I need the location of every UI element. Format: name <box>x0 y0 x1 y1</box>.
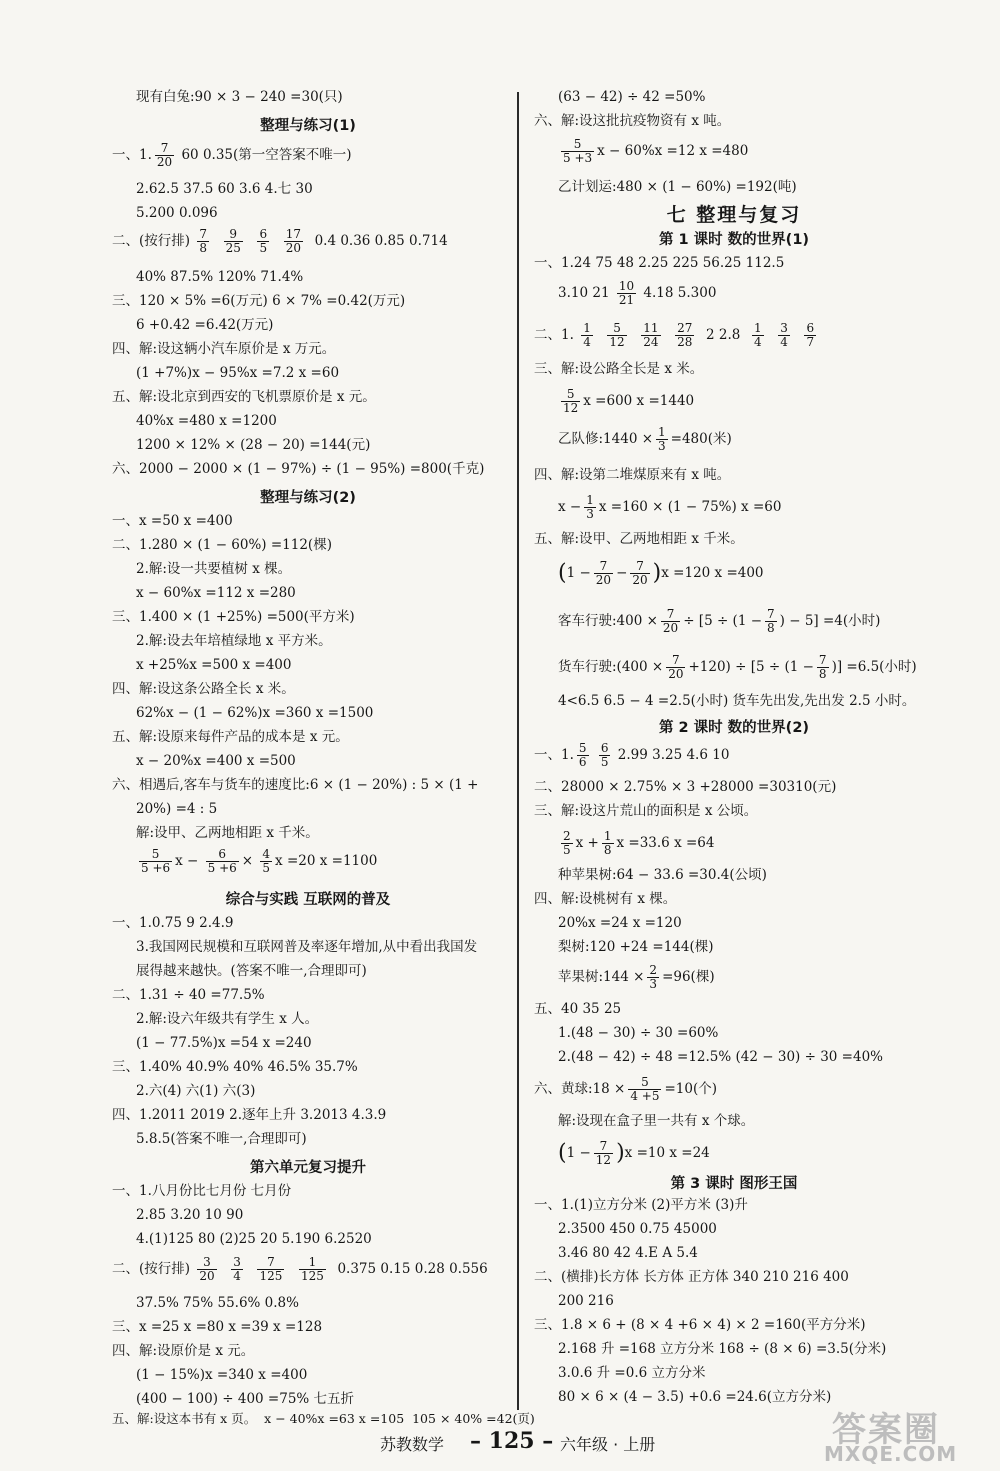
section-heading: 第六单元复习提升 <box>250 1160 366 1176</box>
answer-line: 五、解:设原来每件产品的成本是 x 元。 <box>112 729 349 745</box>
answer-line: 六、相遇后,客车与货车的速度比:6 × (1 − 20%) : 5 × (1 + <box>112 777 479 793</box>
fraction: $\frac{1}{3}$ <box>658 425 666 453</box>
answer-line: 四、1.2011 2019 2.逐年上升 3.2013 4.3.9 <box>112 1107 387 1123</box>
answer-line: 二、(按行排) $\frac{3}{20}$ $\frac{3}{4}$ $\frac{7}{125}$ $\frac{1}{125}$ 0.375 0.15 0.28 0.556 <box>112 1255 488 1283</box>
fraction: $\frac{1}{125}$ <box>300 1255 324 1283</box>
answer-line: 六、2000 − 2000 × (1 − 97%) ÷ (1 − 95%) =800(千克) <box>112 461 485 477</box>
answer-line: 二、1.31 ÷ 40 =77.5% <box>112 987 265 1003</box>
answer-line: (1 − 15%)x =340 x =400 <box>136 1367 308 1383</box>
fraction: $\frac{4}{5}$ <box>262 847 271 875</box>
answer-line: 四、解:设这辆小汽车原价是 x 万元。 <box>112 341 336 357</box>
answer-line: 五、解:设北京到西安的飞机票原价是 x 元。 <box>112 389 376 405</box>
answer-line: 3.46 80 42 4.E A 5.4 <box>558 1245 698 1261</box>
answer-line: (63 − 42) ÷ 42 =50% <box>558 89 706 105</box>
answer-line: 20%x =24 x =120 <box>558 915 682 931</box>
answer-line: x − 60%x =112 x =280 <box>136 585 296 601</box>
equation-line: (1 − $\frac{7}{12}$ )x =10 x =24 <box>558 1139 710 1167</box>
fraction: $\frac{7}{8}$ <box>818 653 827 681</box>
fraction: $\frac{3}{20}$ <box>199 1255 215 1283</box>
answer-line: 五、解:设甲、乙两地相距 x 千米。 <box>534 531 744 547</box>
answer-line: 一、1.八月份比七月份 七月份 <box>112 1183 292 1199</box>
section-heading: 综合与实践 互联网的普及 <box>225 892 391 908</box>
answer-line: 四、解:设原价是 x 元。 <box>112 1343 255 1359</box>
watermark-url: MXQE.COM <box>824 1442 958 1466</box>
answer-line: 二、1. $\frac{1}{4}$ $\frac{5}{12}$ $\frac{11}{24}$ $\frac{27}{28}$ 2 2.8 $\frac{1}{4}$ $\frac{3}{4}$ $\frac{6}{7}$ <box>534 321 815 349</box>
answer-line: 40% 87.5% 120% 71.4% <box>136 269 304 285</box>
answer-line: 乙计划运:480 × (1 − 60%) =192(吨) <box>558 179 797 195</box>
answer-line: 6 +0.42 =6.42(万元) <box>136 317 274 333</box>
fraction: $\frac{6}{5}$ <box>600 741 609 769</box>
answer-line: 2.六(4) 六(1) 六(3) <box>136 1083 256 1099</box>
fraction: $\frac{1}{8}$ <box>603 829 612 857</box>
answer-line: 二、(按行排) $\frac{7}{8}$ $\frac{9}{25}$ $\frac{6}{5}$ $\frac{17}{20}$ 0.4 0.36 0.85 0.714 <box>112 227 448 255</box>
section-heading: 第 2 课时 数的世界(2) <box>658 720 810 736</box>
equation-line: x − $\frac{1}{3}$ x =160 × (1 − 75%) x =60 <box>558 493 782 521</box>
fraction: $\frac{17}{20}$ <box>285 227 301 255</box>
fraction: $\frac{7}{20}$ <box>156 141 173 169</box>
answer-line: 2.解:设六年级共有学生 x 人。 <box>136 1011 319 1027</box>
fraction: $\frac{2}{3}$ <box>649 963 658 991</box>
answer-line: 二、(横排)长方体 长方体 正方体 340 210 216 400 <box>534 1269 849 1285</box>
answer-line: 二、1.280 × (1 − 60%) =112(棵) <box>112 537 332 553</box>
section-heading: 第 3 课时 图形王国 <box>670 1176 798 1192</box>
answer-line: 五、解:设这本书有 x 页。 x − 40%x =63 x =105 105 × 40% =42(页) <box>112 1411 535 1426</box>
fraction: $\frac{1}{4}$ <box>754 321 762 349</box>
answer-line: 2.解:设一共要植树 x 棵。 <box>136 561 292 577</box>
answer-line: 三、1.400 × (1 +25%) =500(平方米) <box>112 609 355 625</box>
fraction: $\frac{1}{3}$ <box>586 493 594 521</box>
equation-line: 客车行驶:400 × $\frac{7}{20}$ ÷ [5 ÷ (1 − $\frac{7}{8}$ ) − 5] =4(小时) <box>558 607 881 635</box>
answer-line: 五、40 35 25 <box>534 1001 622 1017</box>
answer-line: 5.8.5(答案不唯一,合理即可) <box>136 1131 307 1147</box>
answer-line: 2.解:设去年培植绿地 x 平方米。 <box>136 633 332 649</box>
answer-line: 40%x =480 x =1200 <box>136 413 277 429</box>
fraction: $\frac{2}{5}$ <box>563 829 571 857</box>
equation-line: $\frac{2}{5}$ x + $\frac{1}{8}$ x =33.6 x =64 <box>563 829 715 857</box>
answer-line: 3.0.6 升 =0.6 立方分米 <box>558 1365 706 1381</box>
equation-line: $\frac{5}{5 +3}$ x − 60%x =12 x =480 <box>563 137 749 165</box>
fraction: $\frac{11}{24}$ <box>643 321 659 349</box>
fraction: $\frac{5}{12}$ <box>609 321 625 349</box>
fraction: $\frac{7}{8}$ <box>199 227 207 255</box>
fraction: $\frac{7}{20}$ <box>595 559 612 587</box>
fraction: $\frac{6}{7}$ <box>806 321 815 349</box>
footer-subject: 苏教数学 <box>380 1435 445 1454</box>
answer-line: (400 − 100) ÷ 400 =75% 七五折 <box>136 1391 355 1407</box>
answer-line: 2.3500 450 0.75 45000 <box>558 1221 717 1237</box>
footer-grade: 六年级 · 上册 <box>560 1435 656 1454</box>
answer-line: 5.200 0.096 <box>136 205 218 221</box>
answer-line: 3.我国网民规模和互联网普及率逐年增加,从中看出我国发 <box>136 939 478 955</box>
answer-line: 2.62.5 37.5 60 3.6 4.七 30 <box>136 181 313 197</box>
answer-line: 一、1. $\frac{7}{20}$ 60 0.35(第一空答案不唯一) <box>112 141 352 169</box>
fraction: $\frac{7}{20}$ <box>662 607 679 635</box>
fraction: $\frac{6}{5}$ <box>259 227 268 255</box>
answer-line: 一、x =50 x =400 <box>112 513 233 529</box>
answer-line: 二、28000 × 2.75% × 3 +28000 =30310(元) <box>534 779 837 795</box>
section-heading: 整理与练习(2) <box>260 490 356 506</box>
answer-line: 梨树:120 +24 =144(棵) <box>558 939 714 955</box>
fraction: $\frac{9}{25}$ <box>225 227 241 255</box>
equation-line: (1 − $\frac{7}{20}$ − $\frac{7}{20}$ )x =120 x =400 <box>558 559 764 587</box>
answer-line: 四、解:设这条公路全长 x 米。 <box>112 681 295 697</box>
answer-line: 37.5% 75% 55.6% 0.8% <box>136 1295 299 1311</box>
equation-line: 乙队修:1440 × $\frac{1}{3}$ =480(米) <box>558 425 732 453</box>
answer-line: 200 216 <box>558 1293 614 1309</box>
fraction: $\frac{7}{8}$ <box>767 607 775 635</box>
answer-line: 展得越来越快。(答案不唯一,合理即可) <box>136 963 367 979</box>
answer-line: 1200 × 12% × (28 − 20) =144(元) <box>136 437 371 453</box>
fraction: $\frac{27}{28}$ <box>677 321 693 349</box>
answer-line: 20%) =4 : 5 <box>136 801 218 817</box>
fraction: $\frac{7}{20}$ <box>668 653 684 681</box>
answer-line: 种苹果树:64 − 33.6 =30.4(公顷) <box>558 867 767 883</box>
answer-line: x +25%x =500 x =400 <box>136 657 292 673</box>
fraction: $\frac{3}{4}$ <box>780 321 788 349</box>
answer-line: 62%x − (1 − 62%)x =360 x =1500 <box>136 705 374 721</box>
answer-line: 2.85 3.20 10 90 <box>136 1207 244 1223</box>
chapter-heading: 七 整理与复习 <box>666 204 802 226</box>
fraction: $\frac{5}{5 +3}$ <box>563 137 593 165</box>
equation-line: $\frac{5}{12}$ x =600 x =1440 <box>563 387 695 415</box>
answer-line: 现有白兔:90 × 3 − 240 =30(只) <box>136 89 343 105</box>
fraction: $\frac{3}{4}$ <box>233 1255 241 1283</box>
answer-line: x − 20%x =400 x =500 <box>136 753 296 769</box>
fraction: $\frac{5}{12}$ <box>563 387 579 415</box>
fraction: $\frac{5}{6}$ <box>578 741 587 769</box>
fraction: $\frac{7}{20}$ <box>632 559 648 587</box>
page-number: – 125 – <box>470 1428 554 1454</box>
answer-line: 三、1.40% 40.9% 40% 46.5% 35.7% <box>112 1059 358 1075</box>
fraction: $\frac{10}{21}$ <box>618 279 635 307</box>
answer-line: 三、解:设这片荒山的面积是 x 公顷。 <box>534 803 758 819</box>
answer-line: 4.(1)125 80 (2)25 20 5.190 6.2520 <box>136 1231 372 1247</box>
answer-line: 解:设甲、乙两地相距 x 千米。 <box>136 825 319 841</box>
equation-line: $\frac{5}{5 +6}$ x − $\frac{6}{5 +6}$ × $\frac{4}{5}$ x =20 x =1100 <box>141 847 378 875</box>
answer-line: 四、解:设桃树有 x 棵。 <box>534 891 677 907</box>
answer-line: 一、1. $\frac{5}{6}$ $\frac{6}{5}$ 2.99 3.25 4.6 10 <box>534 741 730 769</box>
answer-line: 解:设现在盒子里一共有 x 个球。 <box>558 1113 755 1129</box>
answer-line: 四、解:设第二堆煤原来有 x 吨。 <box>534 467 731 483</box>
answer-line: 三、1.8 × 6 + (8 × 4 +6 × 4) × 2 =160(平方分米) <box>534 1317 866 1333</box>
fraction: $\frac{1}{4}$ <box>583 321 591 349</box>
fraction: $\frac{7}{12}$ <box>595 1139 612 1167</box>
equation-line: 货车行驶:(400 × $\frac{7}{20}$ +120) ÷ [5 ÷ (1 − $\frac{7}{8}$ )] =6.5(小时) <box>558 653 917 681</box>
equation-line: 苹果树:144 × $\frac{2}{3}$ =96(棵) <box>558 963 715 991</box>
answer-line: 2.168 升 =168 立方分米 168 ÷ (8 × 6) =3.5(分米) <box>558 1341 887 1357</box>
section-heading: 第 1 课时 数的世界(1) <box>658 232 810 248</box>
answer-line: 一、1.(1)立方分米 (2)平方米 (3)升 <box>534 1197 748 1213</box>
answer-line: 一、1.24 75 48 2.25 225 56.25 112.5 <box>534 255 785 271</box>
column-divider <box>517 92 519 1410</box>
answer-line: 1.(48 − 30) ÷ 30 =60% <box>558 1025 719 1041</box>
answer-line: 三、解:设公路全长是 x 米。 <box>534 361 704 377</box>
answer-line: 三、x =25 x =80 x =39 x =128 <box>112 1319 323 1335</box>
fraction: $\frac{5}{5 +6}$ <box>141 847 171 875</box>
site-watermark <box>814 1402 984 1464</box>
watermark-logo-text: 答案圈 <box>832 1410 940 1450</box>
fraction: $\frac{5}{4 +5}$ <box>630 1075 660 1103</box>
answer-line: 3.10 21 $\frac{10}{21}$ 4.18 5.300 <box>558 279 717 307</box>
answer-line: 三、120 × 5% =6(万元) 6 × 7% =0.42(万元) <box>112 293 406 309</box>
answer-line: (1 − 77.5%)x =54 x =240 <box>136 1035 312 1051</box>
answer-line: 4<6.5 6.5 − 4 =2.5(小时) 货车先出发,先出发 2.5 小时。 <box>558 693 916 709</box>
answer-line: 一、1.0.75 9 2.4.9 <box>112 915 234 931</box>
answer-line: 六、解:设这批抗疫物资有 x 吨。 <box>534 113 731 129</box>
answer-line: 80 × 6 × (4 − 3.5) +0.6 =24.6(立方分米) <box>558 1389 832 1405</box>
section-heading: 整理与练习(1) <box>260 118 356 134</box>
equation-line: 六、黄球:18 × $\frac{5}{4 +5}$ =10(个) <box>534 1075 718 1103</box>
fraction: $\frac{7}{125}$ <box>259 1255 283 1283</box>
answer-line: 2.(48 − 42) ÷ 48 =12.5% (42 − 30) ÷ 30 =40% <box>558 1049 883 1065</box>
answer-line: (1 +7%)x − 95%x =7.2 x =60 <box>136 365 340 381</box>
fraction: $\frac{6}{5 +6}$ <box>207 847 237 875</box>
